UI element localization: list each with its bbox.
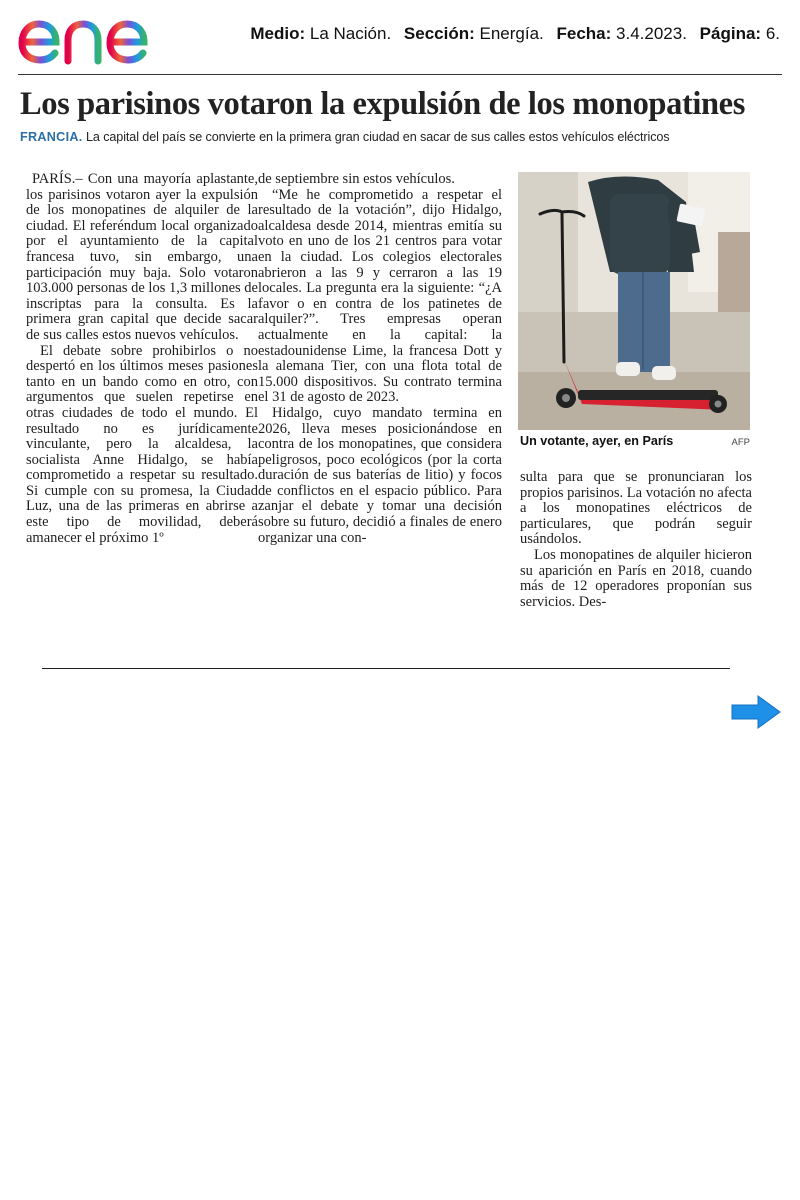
- photo-credit: AFP: [731, 437, 750, 448]
- article-column-3: [520, 470, 752, 610]
- pagina-value: 6.: [765, 24, 780, 43]
- paragraph: sulta para que se pronunciaran los propios parisinos. La votación no afecta a los monopatines eléctricos de particulares, que podrán seguir usándolos.: [520, 469, 752, 548]
- fecha-label: Fecha:: [556, 24, 612, 43]
- paragraph: El debate sobre prohibirlos o no despertó en los últimos meses pasiones tanto en un bando como en otro, con argumentos que suelen repetirse en otras ciudades de todo el mundo. El resultado no es jurídicamente vinculante, pero la alcaldesa, la socialista Anne Hidalgo, se había comprometido a respetar su resultado. Si cumple con su promesa, la Ciudad Luz, una de las primeras en abrirse a este tipo de movilidad, deberá amanecer el próximo 1º: [26, 342, 258, 546]
- paragraph: PARÍS.– Con una mayoría aplastante, los parisinos votaron ayer la expulsión de los monopatines de alquiler de la ciudad. El referéndum local organizado por el ayuntamiento de la capital francesa tuvo, sin embargo, una participación muy baja. Solo votaron 103.000 personas de los 1,3 millones de inscriptas para la consulta. Es la primera gran capital que decide sacar de sus calles estos nuevos vehículos.: [26, 171, 258, 343]
- voter-scooter-photo: [518, 172, 750, 430]
- paragraph: Los monopatines de alquiler hicieron su aparición en París en 2018, cuando más de 12 operadores proponían sus servicios. Des-: [520, 546, 752, 610]
- subhead-text: La capital del país se convierte en la primera gran ciudad en sacar de sus calles estos vehículos eléctricos: [85, 130, 670, 144]
- article-end-divider: [42, 668, 730, 669]
- section-kicker: FRANCIA.: [20, 130, 83, 144]
- seccion-label: Sección:: [403, 24, 475, 43]
- seccion-value: Energía.: [479, 24, 544, 43]
- medio-label: Medio:: [250, 24, 306, 43]
- arrow-right-icon[interactable]: [730, 694, 782, 730]
- paragraph: de septiembre sin estos vehículos.: [258, 171, 455, 187]
- pagina-label: Página:: [699, 24, 762, 43]
- enel-logo: [16, 4, 180, 68]
- article-photo: [518, 172, 750, 430]
- fecha-value: 3.4.2023.: [616, 24, 687, 43]
- article-headline: Los parisinos votaron la expulsión de los monopatines: [20, 86, 745, 122]
- paragraph: “Me he comprometido a respetar el resultado de la votación”, dijo Hidalgo, alcaldesa desde 2014, mientras emitía su voto en uno de los 21 centros para votar en la ciudad. Los colegios electorales abrieron a las 9 y cerraron a las 19 locales. La pregunta era la siguiente: “¿A favor o en contra de los patinetes de alquiler?”. Tres empresas operan actualmente en la capital: la estadounidense Lime, la francesa Dott y la alemana Tier, con una flota total de 15.000 dispositivos. Su contrato termina el 31 de agosto de 2023.: [258, 186, 502, 406]
- medio-value: La Nación.: [309, 24, 392, 43]
- paragraph: Hidalgo, cuyo mandato termina en 2026, lleva meses posicionándose en contra de los monopatines, que considera peligrosos, poco ecológicos (por la corta duración de sus baterías de litio) y focos de conflictos en el espacio público. Para zanjar el debate y tomar una decisión sobre su futuro, decidió a finales de enero organizar una con-: [258, 404, 502, 546]
- article-subhead: [20, 130, 790, 144]
- photo-caption: Un votante, ayer, en París: [520, 434, 674, 448]
- clipping-metadata: [250, 24, 780, 44]
- header-divider: [18, 74, 782, 75]
- clipping-header: [0, 0, 800, 76]
- article-column-2: [258, 172, 502, 546]
- article-column-1: [26, 172, 258, 546]
